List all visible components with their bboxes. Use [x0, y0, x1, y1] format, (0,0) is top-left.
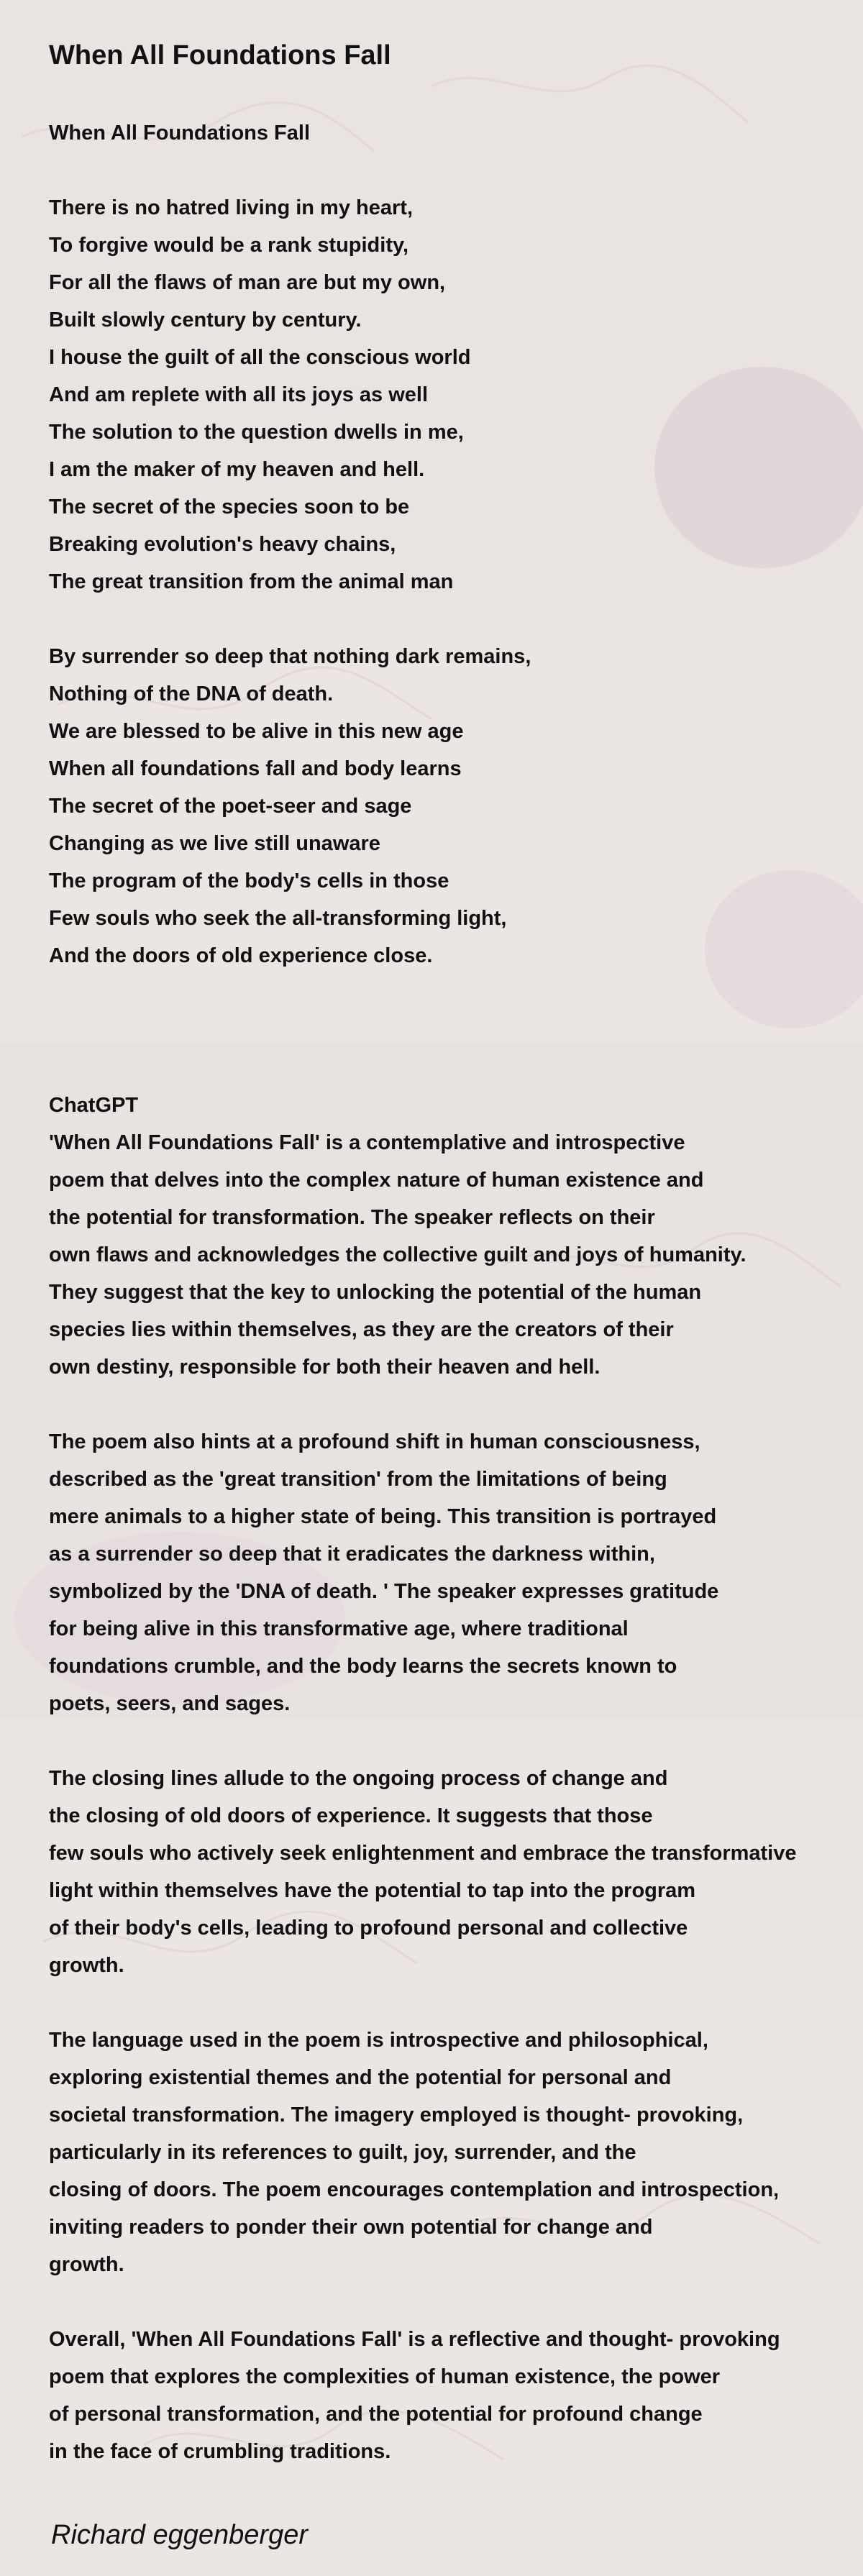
- poem-line: And am replete with all its joys as well: [49, 383, 428, 406]
- analysis-line: few souls who actively seek enlightenment and embrace the transformative: [49, 1842, 797, 1865]
- analysis-line: poem that delves into the complex nature of human existence and: [49, 1169, 704, 1192]
- analysis-paragraph-3: [49, 1760, 863, 1984]
- analysis-line: particularly in its references to guilt, joy, surrender, and the: [49, 2141, 636, 2164]
- poem-line: We are blessed to be alive in this new age: [49, 720, 464, 743]
- analysis-line: of their body's cells, leading to profound personal and collective: [49, 1917, 688, 1940]
- analysis-line: The poem also hints at a profound shift in human consciousness,: [49, 1430, 700, 1453]
- author-name: Richard eggenberger: [51, 2520, 309, 2550]
- poem-line: Changing as we live still unaware: [49, 832, 380, 855]
- analysis-label: ChatGPT: [49, 1094, 139, 1117]
- analysis-line: species lies within themselves, as they are the creators of their: [49, 1318, 674, 1341]
- analysis-line: societal transformation. The imagery employed is thought- provoking,: [49, 2104, 744, 2127]
- poem-line: I house the guilt of all the conscious world: [49, 346, 471, 369]
- poem-heading: When All Foundations Fall: [49, 122, 311, 145]
- poem-line: Breaking evolution's heavy chains,: [49, 533, 396, 556]
- poem-line: The secret of the poet-seer and sage: [49, 795, 412, 818]
- poem-stanza-2: [49, 638, 863, 974]
- analysis-line: poets, seers, and sages.: [49, 1692, 291, 1715]
- analysis-line: the potential for transformation. The speaker reflects on their: [49, 1206, 655, 1229]
- poem-line: By surrender so deep that nothing dark remains,: [49, 645, 531, 668]
- analysis-line: the closing of old doors of experience. It suggests that those: [49, 1804, 653, 1827]
- poem-line: The great transition from the animal man: [49, 570, 454, 593]
- analysis-line: The language used in the poem is introspective and philosophical,: [49, 2029, 708, 2052]
- poem-line: To forgive would be a rank stupidity,: [49, 234, 409, 257]
- poem-line: And the doors of old experience close.: [49, 944, 433, 967]
- analysis-line: own destiny, responsible for both their heaven and hell.: [49, 1356, 601, 1379]
- poem-line: Built slowly century by century.: [49, 309, 362, 332]
- analysis-line: The closing lines allude to the ongoing process of change and: [49, 1767, 668, 1790]
- poem-line: For all the flaws of man are but my own,: [49, 271, 446, 294]
- analysis-line: Overall, 'When All Foundations Fall' is a reflective and thought- provoking: [49, 2328, 780, 2351]
- poem-line: I am the maker of my heaven and hell.: [49, 458, 425, 481]
- poem-line: When all foundations fall and body learns: [49, 757, 462, 780]
- poem-title: When All Foundations Fall: [49, 40, 391, 70]
- analysis-line: light within themselves have the potential to tap into the program: [49, 1879, 696, 1902]
- analysis-line: described as the 'great transition' from the limitations of being: [49, 1468, 667, 1491]
- poem-line: The secret of the species soon to be: [49, 495, 410, 519]
- analysis-line: growth.: [49, 1954, 124, 1977]
- analysis-line: They suggest that the key to unlocking the potential of the human: [49, 1281, 702, 1304]
- poem-line: Nothing of the DNA of death.: [49, 682, 334, 705]
- poem-stanza-1: [49, 189, 863, 600]
- analysis-line: poem that explores the complexities of human existence, the power: [49, 2365, 721, 2388]
- poem-line: The solution to the question dwells in me,: [49, 421, 464, 444]
- analysis-line: in the face of crumbling traditions.: [49, 2440, 391, 2463]
- analysis-paragraph-2: [49, 1423, 863, 1722]
- poem-line: Few souls who seek the all-transforming light,: [49, 907, 507, 930]
- analysis-line: mere animals to a higher state of being. This transition is portrayed: [49, 1505, 717, 1528]
- analysis-line: 'When All Foundations Fall' is a contemplative and introspective: [49, 1131, 685, 1154]
- analysis-paragraph-5: [49, 2321, 863, 2470]
- analysis-line: inviting readers to ponder their own potential for change and: [49, 2216, 653, 2239]
- poem-line: The program of the body's cells in those: [49, 869, 449, 892]
- poem-line: There is no hatred living in my heart,: [49, 196, 413, 219]
- analysis-line: own flaws and acknowledges the collective guilt and joys of humanity.: [49, 1243, 746, 1266]
- analysis-line: as a surrender so deep that it eradicates the darkness within,: [49, 1543, 655, 1566]
- analysis-line: symbolized by the 'DNA of death. ' The speaker expresses gratitude: [49, 1580, 719, 1603]
- analysis-line: closing of doors. The poem encourages contemplation and introspection,: [49, 2178, 780, 2201]
- analysis-paragraph-4: [49, 2022, 863, 2283]
- analysis-line: growth.: [49, 2253, 124, 2276]
- analysis-line: of personal transformation, and the potential for profound change: [49, 2403, 703, 2426]
- analysis-line: exploring existential themes and the potential for personal and: [49, 2066, 672, 2089]
- analysis-line: for being alive in this transformative age, where traditional: [49, 1617, 629, 1640]
- analysis-paragraph-1: [49, 1124, 863, 1386]
- analysis-line: foundations crumble, and the body learns the secrets known to: [49, 1655, 677, 1678]
